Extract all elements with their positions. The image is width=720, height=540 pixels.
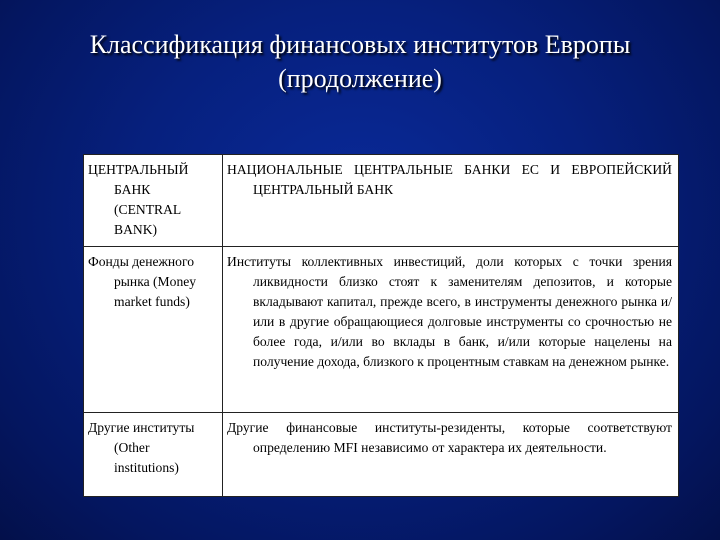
category-central-bank: ЦЕНТРАЛЬНЫЙ БАНК (CENTRAL BANK) (88, 162, 189, 237)
category-cell (84, 155, 223, 247)
table-row (84, 413, 679, 497)
classification-table (83, 154, 679, 497)
slide-title-line-2: (продолжение) (278, 64, 442, 93)
description-money-market-funds: Институты коллективных инвестиций, доли которых с точки зрения ликвидности близко стоят к заменителям депозитов, и которые вкладывают капитал, прежде всего, в инструменты денежного рынка и/или в другие обращающиеся долговые инструменты со срочностью не более года, и/или во вклады в банк, и/или которые нацелены на получение дохода, близкого к процентным ставкам на денежном рынке. (227, 254, 672, 369)
table-row (84, 155, 679, 247)
slide-title-line-1: Классификация финансовых институтов Европы (89, 30, 631, 59)
description-cell (223, 413, 679, 497)
category-cell (84, 413, 223, 497)
description-cell (223, 247, 679, 413)
table-row (84, 247, 679, 413)
description-central-bank: НАЦИОНАЛЬНЫЕ ЦЕНТРАЛЬНЫЕ БАНКИ ЕС И ЕВРОПЕЙСКИЙ ЦЕНТРАЛЬНЫЙ БАНК (227, 162, 672, 197)
description-other-institutions: Другие финансовые институты-резиденты, которые соответствуют определению MFI независимо от характера их деятельности. (227, 420, 672, 455)
category-other-institutions: Другие институты (Other institutions) (88, 420, 195, 475)
slide-title (40, 28, 680, 96)
category-cell (84, 247, 223, 413)
description-cell (223, 155, 679, 247)
category-money-market-funds: Фонды денежного рынка (Money market funds) (88, 254, 197, 309)
